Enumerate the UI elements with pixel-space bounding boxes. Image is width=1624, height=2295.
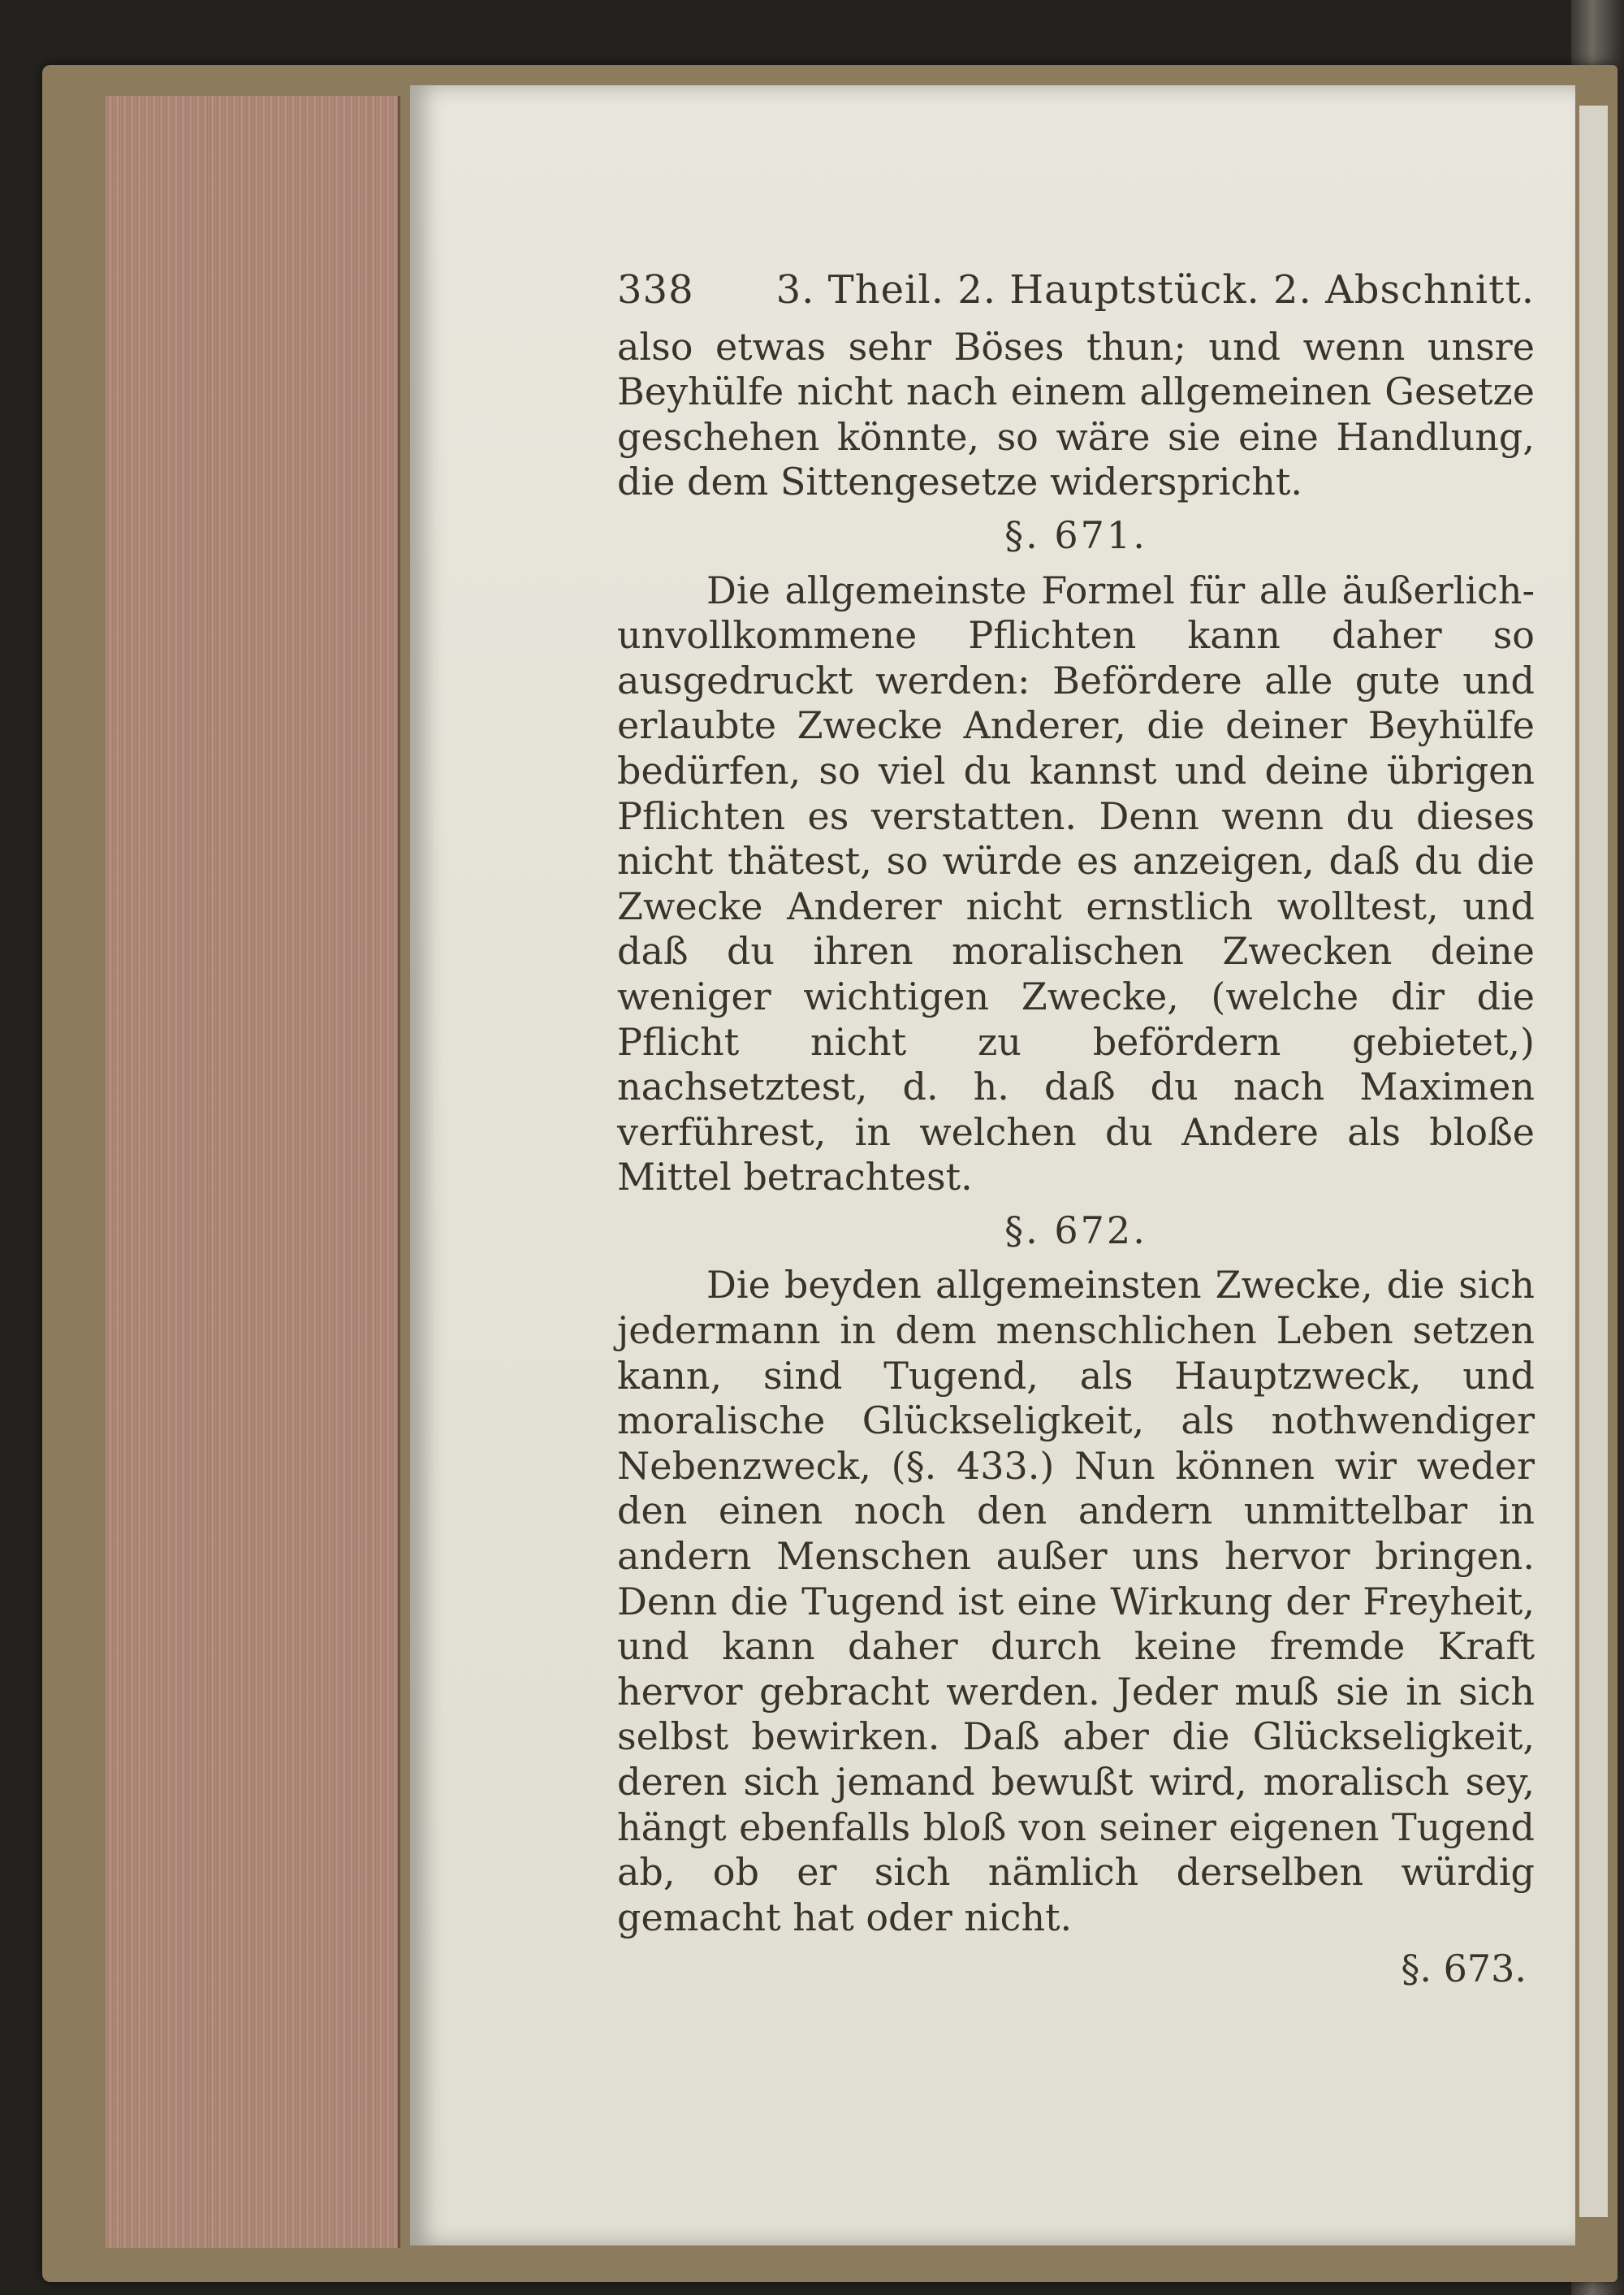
running-header: [617, 268, 1535, 313]
page-edges: [106, 96, 400, 2248]
paragraph-2: Die allgemeinste Formel für alle äußerlich-unvollkommene Pflichten kann daher so ausgedruckt werden: Befördere alle gute und erlaubte Zwecke Anderer, die deiner Beyhülfe bedürfen, so viel du kannst und deine übrigen Pflichten es verstatten. Denn wenn du dieses nicht thätest, so würde es anzeigen, daß du die Zwecke Anderer nicht ernstlich wolltest, und daß du ihren moralischen Zwecken deine weniger wichtigen Zwecke, (welche dir die Pflicht nicht zu befördern gebietet,) nachsetztest, d. h. daß du nach Maximen verführest, in welchen du Andere als bloße Mittel betrachtest.: [617, 568, 1535, 1199]
page-text: [617, 268, 1535, 1992]
paragraph-1: also etwas sehr Böses thun; und wenn unsre Beyhülfe nicht nach einem allgemeinen Gesetze geschehen könnte, so wäre sie eine Handlung, die dem Sittengesetze widerspricht.: [617, 324, 1535, 504]
running-title: 3. Theil. 2. Hauptstück. 2. Abschnitt.: [775, 267, 1535, 313]
page-number: 338: [617, 267, 694, 313]
section-heading-672: §. 672.: [1004, 1208, 1147, 1252]
paragraph-3: Die beyden allgemeinsten Zwecke, die sich jedermann in dem menschlichen Leben setzen kann, sind Tugend, als Hauptzweck, und moralische Glückseligkeit, als nothwendiger Nebenzweck, (§. 433.) Nun können wir weder den einen noch den andern unmittelbar in andern Menschen außer uns hervor bringen. Denn die Tugend ist eine Wirkung der Freyheit, und kann daher durch keine fremde Kraft hervor gebracht werden. Jeder muß sie in sich selbst bewirken. Daß aber die Glückseligkeit, deren sich jemand bewußt wird, moralisch sey, hängt ebenfalls bloß von seiner eigenen Tugend ab, ob er sich nämlich derselben würdig gemacht hat oder nicht.: [617, 1263, 1535, 1939]
section-heading-671: §. 671.: [1004, 512, 1147, 557]
catchword: §. 673.: [1401, 1947, 1527, 1991]
facing-page-edge: [1579, 106, 1608, 2217]
